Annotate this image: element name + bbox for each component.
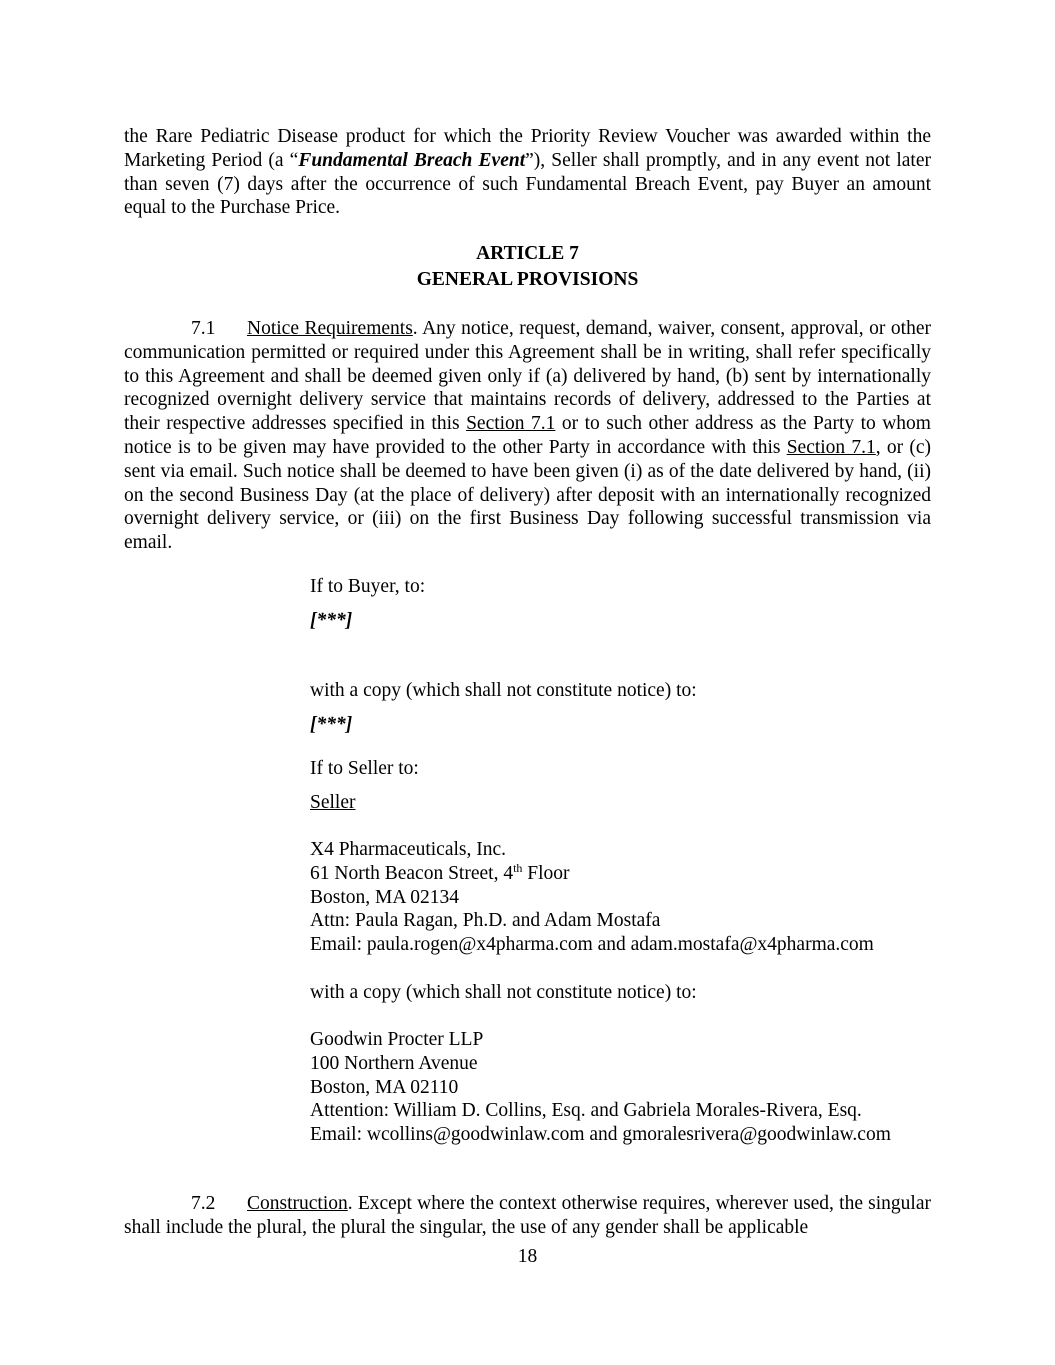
section-text: or to such other address as the Party to whom notice is to be given may have provided to the other Party in accordance with this bbox=[124, 413, 931, 458]
counsel-city: Boston, MA 02110 bbox=[310, 1076, 459, 1098]
seller-company: X4 Pharmaceuticals, Inc. bbox=[310, 839, 507, 860]
section-number: 7.1 bbox=[191, 318, 216, 339]
section-text: , or (c) sent via email. Such notice shall be deemed to have been given (i) as of the date delivered by hand, (ii) on the second Business Day (at the place of delivery) after deposit with an internationally recognized overnight delivery service, or (iii) on the first Business Day following successful transmission via email. bbox=[124, 436, 931, 554]
defined-term: Fundamental Breach Event bbox=[298, 149, 526, 171]
buyer-copy-label: with a copy (which shall not constitute notice) to: bbox=[310, 680, 697, 701]
article-heading bbox=[0, 241, 1055, 293]
section-7-2-paragraph bbox=[124, 1192, 931, 1240]
intro-text-continued: ”), Seller shall promptly, and in any event not later than seven (7) days after the occurrence of such Fundamental Breach Event, pay Buyer an amount equal to the Purchase Price. bbox=[124, 149, 931, 219]
section-reference: Section 7.1 bbox=[466, 413, 556, 435]
seller-heading: Seller bbox=[310, 792, 356, 813]
seller-notice-label: If to Seller to: bbox=[310, 758, 419, 779]
page-number: 18 bbox=[517, 1246, 538, 1267]
buyer-redacted: [***] bbox=[310, 610, 353, 631]
section-heading: Notice Requirements bbox=[247, 318, 413, 339]
seller-city: Boston, MA 02134 bbox=[310, 886, 459, 908]
buyer-copy-redacted: [***] bbox=[310, 714, 353, 735]
intro-text: the Rare Pediatric Disease product for which the Priority Review Voucher was awarded within the Marketing Period (a “ bbox=[124, 126, 931, 171]
intro-paragraph bbox=[124, 125, 931, 220]
buyer-notice-label: If to Buyer, to: bbox=[310, 576, 426, 597]
seller-address bbox=[310, 838, 950, 957]
seller-copy-label: with a copy (which shall not constitute notice) to: bbox=[310, 982, 697, 1003]
seller-email: Email: paula.rogen@x4pharma.com and adam.mostafa@x4pharma.com bbox=[310, 934, 874, 956]
counsel-attention: Attention: William D. Collins, Esq. and Gabriela Morales-Rivera, Esq. bbox=[310, 1100, 862, 1122]
section-number: 7.2 bbox=[191, 1193, 216, 1214]
section-heading: Construction bbox=[247, 1193, 348, 1214]
article-title: GENERAL PROVISIONS bbox=[416, 269, 639, 290]
section-7-1-paragraph bbox=[124, 317, 931, 555]
section-text: . Except where the context otherwise requires, wherever used, the singular shall include the plural, the plural the singular, the use of any gender shall be applicable bbox=[124, 1193, 931, 1238]
counsel-email: Email: wcollins@goodwinlaw.com and gmoralesrivera@goodwinlaw.com bbox=[310, 1124, 891, 1146]
section-reference: Section 7.1 bbox=[786, 436, 876, 458]
article-number: ARTICLE 7 bbox=[476, 243, 579, 264]
counsel-address bbox=[310, 1028, 950, 1147]
section-text: . Any notice, request, demand, waiver, consent, approval, or other communication permitted or required under this Agreement shall be in writing, shall refer specifically to this Agreement and shall be deemed given only if (a) delivered by hand, (b) sent by internationally recognized overnight delivery service that maintains records of delivery, addressed to the Parties at their respective addresses specified in this bbox=[124, 318, 931, 435]
seller-street: 61 North Beacon Street, 4th Floor bbox=[310, 860, 570, 884]
counsel-street: 100 Northern Avenue bbox=[310, 1052, 478, 1074]
seller-attention: Attn: Paula Ragan, Ph.D. and Adam Mostafa bbox=[310, 910, 661, 932]
counsel-company: Goodwin Procter LLP bbox=[310, 1029, 484, 1050]
